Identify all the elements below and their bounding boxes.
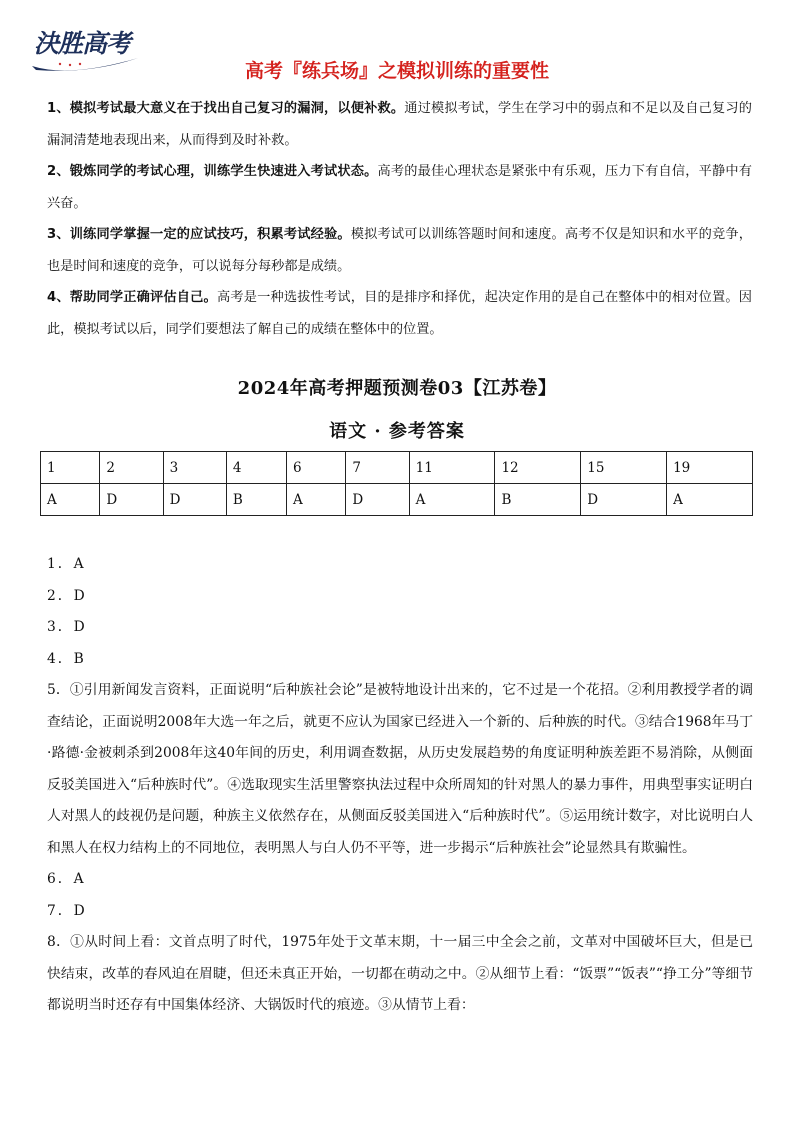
- promo-section: [47, 93, 752, 345]
- promo-title: 高考『练兵场』之模拟训练的重要性: [244, 60, 549, 82]
- answer-cell: B: [495, 484, 581, 516]
- answer-item: 1．A: [47, 556, 86, 572]
- answer-item: 3．D: [47, 619, 87, 635]
- question-number-cell: 15: [581, 452, 667, 484]
- question-number-cell: 2: [100, 452, 163, 484]
- question-number-cell: 6: [286, 452, 345, 484]
- question-number-cell: 12: [495, 452, 581, 484]
- question-number-cell: 7: [346, 452, 409, 484]
- promo-point: 2、锻炼同学的考试心理，训练学生快速进入考试状态。高考的最佳心理状态是紧张中有乐观，压力下有自信，平静中有兴奋。: [47, 164, 752, 211]
- answer-cell: D: [163, 484, 226, 516]
- answer-item: 2．D: [47, 587, 87, 604]
- question-number-cell: 19: [667, 452, 753, 484]
- promo-point: 4、帮助同学正确评估自己。高考是一种选拔性考试，目的是排序和择优，起决定作用的是自己在整体中的相对位置。因此，模拟考试以后，同学们要想法了解自己的成绩在整体中的位置。: [47, 290, 752, 337]
- answer-cell: A: [667, 484, 753, 516]
- question-number-cell: 4: [226, 452, 286, 484]
- answers-list: [47, 549, 753, 1022]
- answer-item: 6．A: [47, 871, 86, 887]
- answer-item: 5．①引用新闻发言资料，正面说明“后种族社会论”是被特地设计出来的，它不过是一个花招。②利用教授学者的调查结论，正面说明2008年大选一年之后，就更不应认为国家已经进入一个新的、后种族的时代。③结合1968年马丁·路德·金被刺杀到2008年这40年间的历史，利用调查数据，从历史发展趋势的角度证明种族差距不易消除，从侧面反驳美国进入“后种族时代”。④选取现实生活里警察执法过程中众所周知的针对黑人的暴力事件，用典型事实证明白人对黑人的歧视仍是问题，种族主义依然存在，从侧面反驳美国进入“后种族时代”。⑤运用统计数字，对比说明白人和黑人在权力结构上的不同地位，表明黑人与白人仍不平等，进一步揭示“后种族社会”论显然具有欺骗性。: [47, 682, 753, 856]
- answer-item: 4．B: [47, 650, 86, 667]
- question-number-cell: 3: [163, 452, 226, 484]
- answer-cell: D: [581, 484, 667, 516]
- answer-item: 8．①从时间上看：文首点明了时代，1975年处于文革末期，十一届三中全会之前，文革对中国破坏巨大，但是已快结束，改革的春风迫在眉睫，但还未真正开始，一切都在萌动之中。②从细节上看：“饭票”“饭表”“挣工分”等细节都说明当时还存有中国集体经济、大锅饭时代的痕迹。③从情节上看：: [47, 934, 753, 1013]
- answer-cell: A: [409, 484, 495, 516]
- answer-table: [40, 451, 753, 516]
- question-number-row: [41, 452, 753, 484]
- promo-point: 3、训练同学掌握一定的应试技巧，积累考试经验。模拟考试可以训练答题时间和速度。高考不仅是知识和水平的竞争，也是时间和速度的竞争，可以说每分每秒都是成绩。: [47, 227, 752, 274]
- question-number-cell: 11: [409, 452, 495, 484]
- exam-subtitle: 语文 · 参考答案: [329, 421, 465, 442]
- question-number-cell: 1: [41, 452, 100, 484]
- exam-title: 2024年高考押题预测卷03【江苏卷】: [237, 378, 557, 399]
- answer-row: [41, 484, 753, 516]
- answer-item: 7．D: [47, 902, 87, 919]
- logo-text: 決胜高考: [34, 29, 131, 58]
- answer-cell: A: [41, 484, 100, 516]
- answer-cell: D: [346, 484, 409, 516]
- answer-cell: B: [226, 484, 286, 516]
- answer-cell: A: [286, 484, 345, 516]
- promo-point: 1、模拟考试最大意义在于找出自己复习的漏洞，以便补救。通过模拟考试，学生在学习中的弱点和不足以及自己复习的漏洞清楚地表现出来，从而得到及时补救。: [47, 101, 752, 148]
- answer-cell: D: [100, 484, 163, 516]
